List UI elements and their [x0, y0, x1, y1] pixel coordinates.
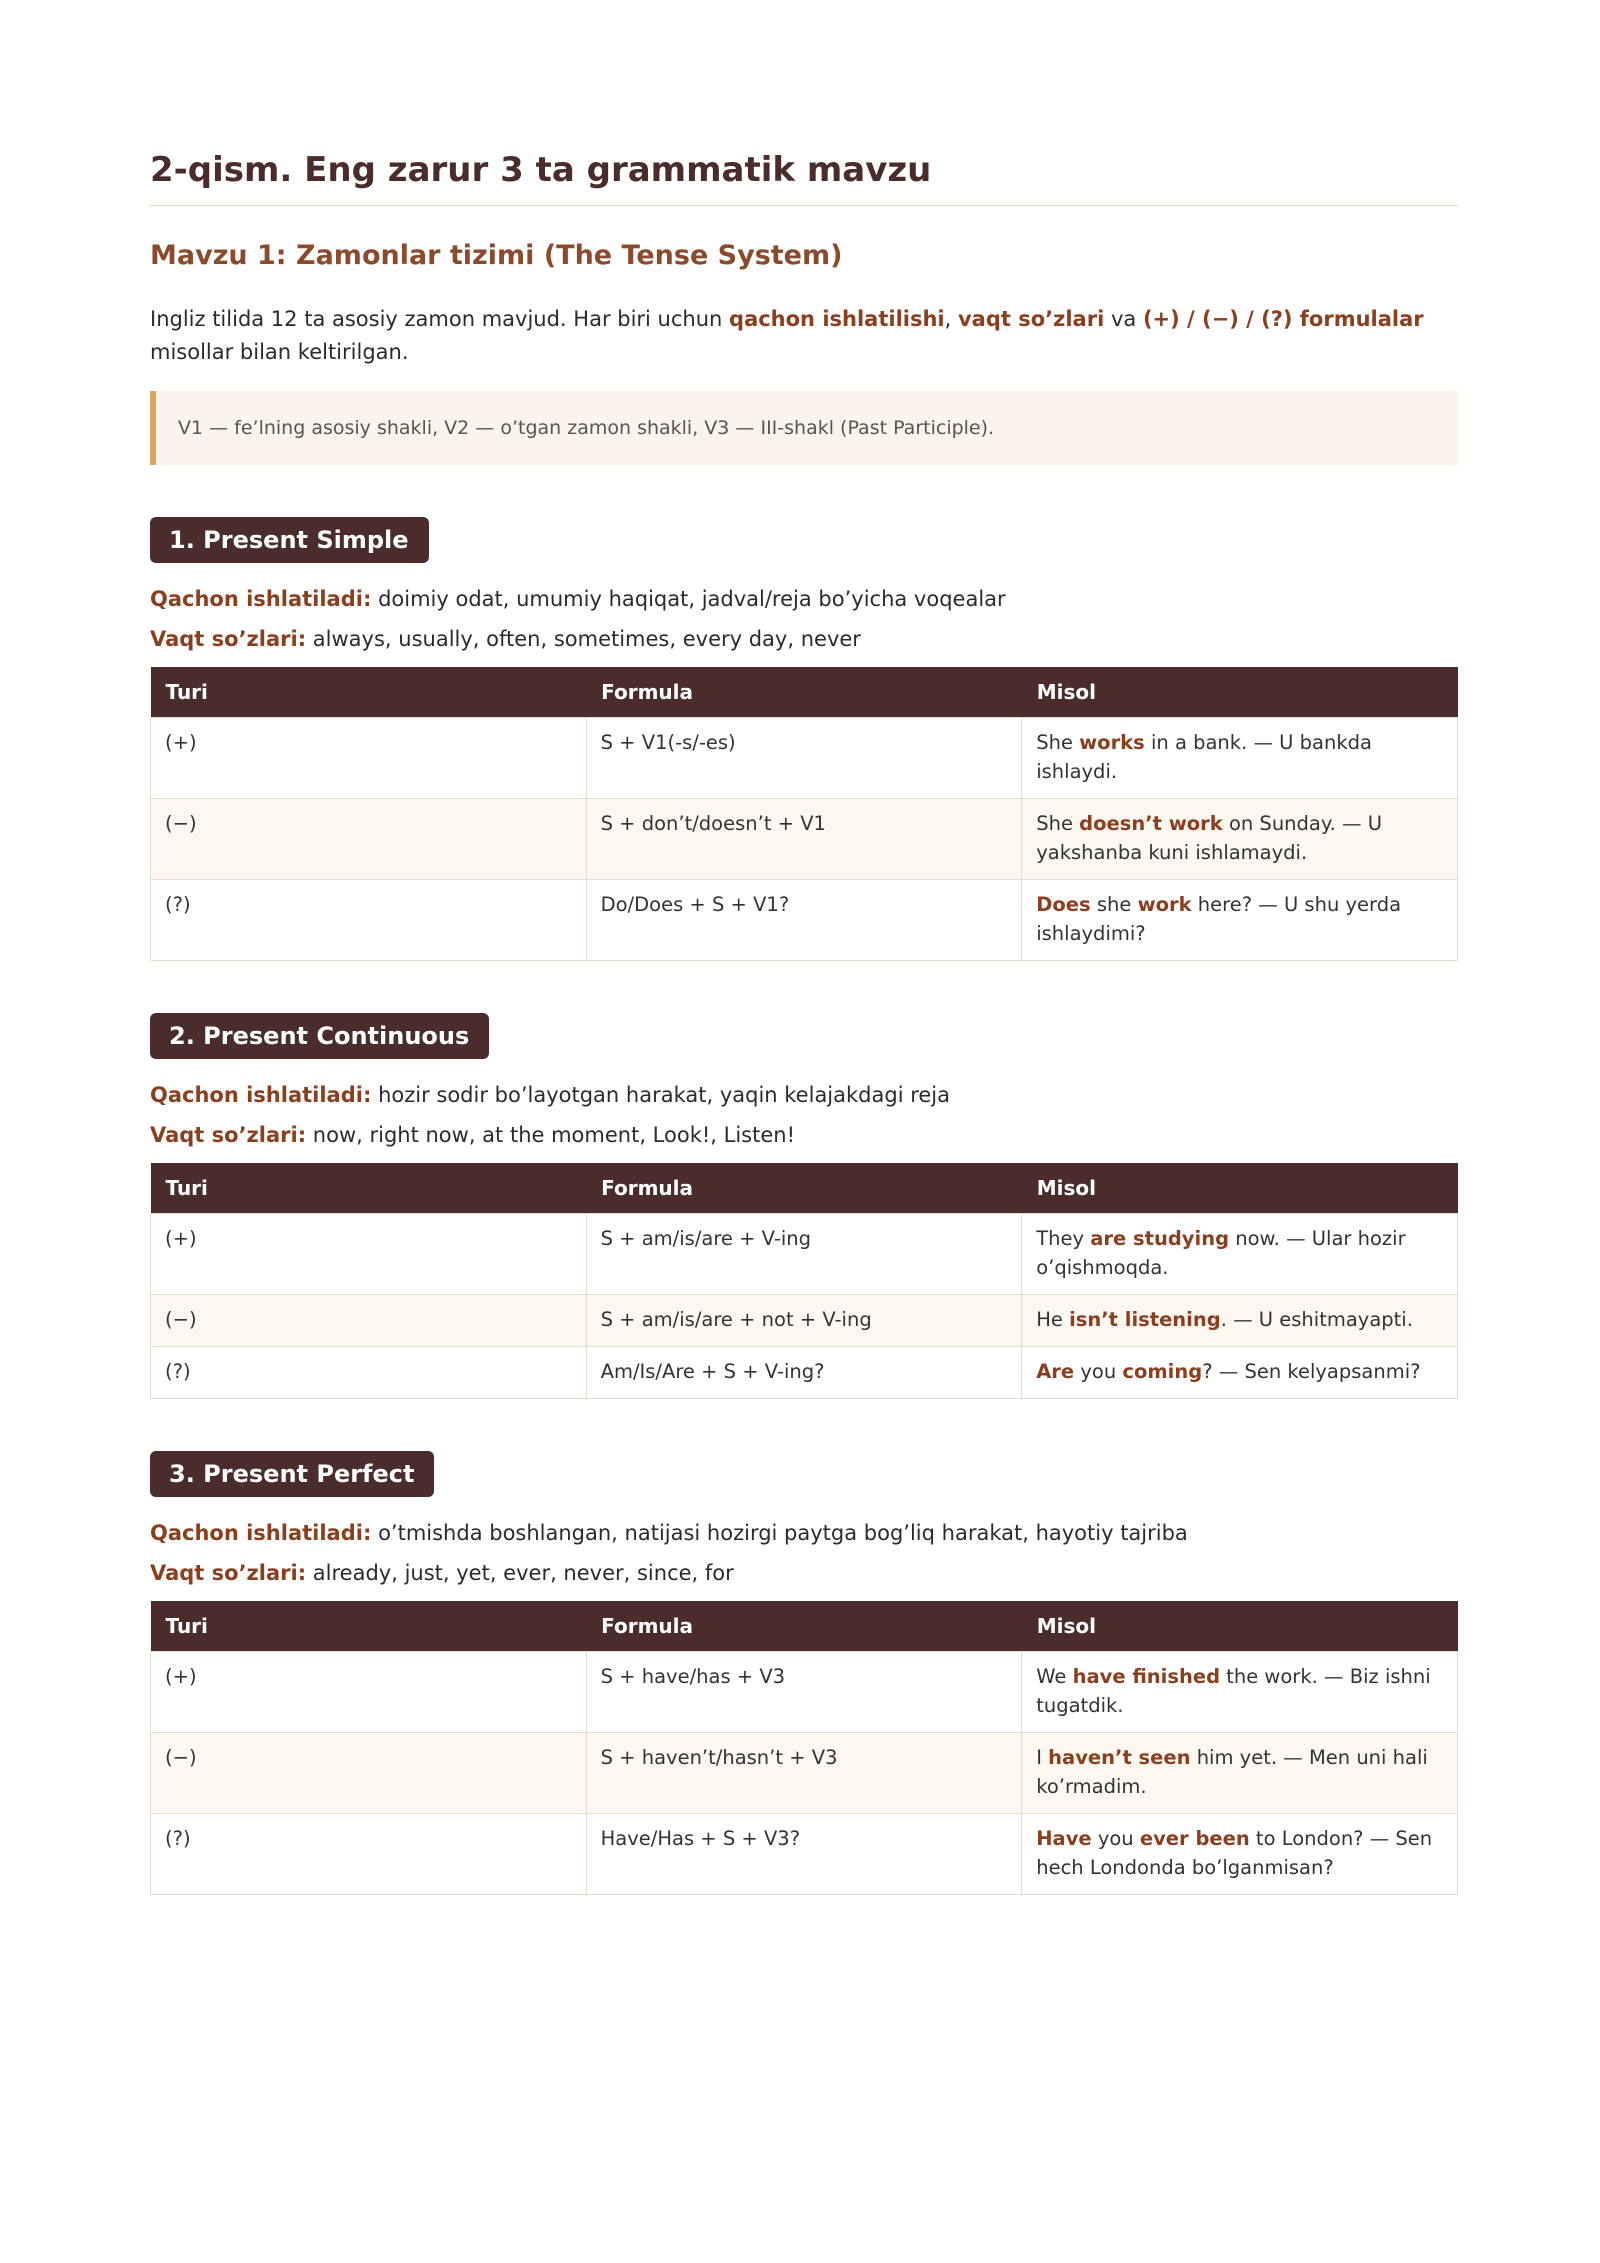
time-words-label: Vaqt so’zlari:	[150, 1122, 307, 1147]
intro-paragraph	[150, 303, 1458, 369]
example-highlight: coming	[1122, 1359, 1203, 1383]
example-cell	[1022, 1813, 1458, 1894]
formula-cell: S + am/is/are + not + V-ing	[586, 1294, 1022, 1346]
table-row	[151, 1213, 1458, 1294]
example-cell	[1022, 879, 1458, 960]
example-highlight: ever been	[1139, 1826, 1250, 1850]
example-cell	[1022, 1651, 1458, 1732]
formula-cell: Have/Has + S + V3?	[586, 1813, 1022, 1894]
formula-cell: S + V1(-s/-es)	[586, 717, 1022, 798]
usage-label: Qachon ishlatiladi:	[150, 1520, 372, 1545]
tense-section	[150, 1451, 1458, 1895]
time-words-text: already, just, yet, ever, never, since, for	[312, 1560, 734, 1585]
intro-highlight: qachon ishlatilishi	[729, 306, 945, 331]
example-text: she	[1090, 892, 1138, 916]
example-highlight: Does	[1036, 892, 1091, 916]
example-highlight: Have	[1036, 1826, 1092, 1850]
time-words-label: Vaqt so’zlari:	[150, 626, 307, 651]
example-text: He	[1036, 1307, 1070, 1331]
column-header: Misol	[1022, 667, 1458, 718]
formula-cell: Am/Is/Are + S + V-ing?	[586, 1346, 1022, 1398]
example-text: the work. — Biz ishni tugatdik.	[1036, 1664, 1431, 1717]
usage-text: o’tmishda boshlangan, natijasi hozirgi paytga bog’liq harakat, hayotiy tajriba	[378, 1520, 1188, 1545]
intro-highlight: vaqt so’zlari	[957, 306, 1105, 331]
note-text: V1 — fe’lning asosiy shakli, V2 — o’tgan zamon shakli, V3 — III-shakl (Past Participle).	[178, 416, 995, 439]
column-header: Misol	[1022, 1163, 1458, 1214]
example-text: She	[1036, 730, 1080, 754]
example-cell	[1022, 1213, 1458, 1294]
usage-line	[150, 1519, 1458, 1547]
table-row	[151, 1651, 1458, 1732]
note-box	[150, 391, 1458, 465]
formula-cell: S + have/has + V3	[586, 1651, 1022, 1732]
type-cell: (+)	[151, 1213, 587, 1294]
document-title: 2-qism. Eng zarur 3 ta grammatik mavzu	[150, 152, 1458, 206]
table-row	[151, 879, 1458, 960]
type-cell: (−)	[151, 798, 587, 879]
intro-highlight: (+) / (−) / (?) formulalar	[1142, 306, 1424, 331]
example-text: We	[1036, 1664, 1073, 1688]
example-highlight: haven’t seen	[1048, 1745, 1191, 1769]
usage-line	[150, 1081, 1458, 1109]
table-header-row	[151, 1163, 1458, 1214]
time-words-line	[150, 1559, 1458, 1587]
tense-heading-row	[150, 1013, 1458, 1059]
type-cell: (?)	[151, 1813, 587, 1894]
example-text: to London? — Sen hech Londonda bo’lganmisan?	[1036, 1826, 1433, 1879]
intro-text: misollar bilan keltirilgan.	[150, 339, 409, 364]
tense-sections	[150, 517, 1458, 1895]
tense-heading-row	[150, 517, 1458, 563]
tense-heading: 2. Present Continuous	[150, 1013, 489, 1059]
example-text: on Sunday. — U yakshanba kuni ishlamaydi.	[1036, 811, 1382, 864]
column-header: Formula	[586, 1163, 1022, 1214]
time-words-label: Vaqt so’zlari:	[150, 1560, 307, 1585]
type-cell: (+)	[151, 717, 587, 798]
example-text: here? — U shu yerda ishlaydimi?	[1036, 892, 1402, 945]
example-text: . — U eshitmayapti.	[1220, 1307, 1413, 1331]
column-header: Turi	[151, 667, 587, 718]
time-words-line	[150, 1121, 1458, 1149]
type-cell: (?)	[151, 1346, 587, 1398]
example-text: you	[1074, 1359, 1123, 1383]
time-words-text: now, right now, at the moment, Look!, Listen!	[312, 1122, 795, 1147]
formula-table	[150, 1601, 1458, 1895]
time-words-line	[150, 625, 1458, 653]
example-highlight: have finished	[1072, 1664, 1221, 1688]
example-highlight: works	[1079, 730, 1145, 754]
tense-section	[150, 517, 1458, 961]
usage-label: Qachon ishlatiladi:	[150, 586, 372, 611]
example-cell	[1022, 1294, 1458, 1346]
example-text: She	[1036, 811, 1080, 835]
document-content	[150, 152, 1458, 1895]
example-highlight: Are	[1036, 1359, 1075, 1383]
usage-line	[150, 585, 1458, 613]
example-text: They	[1036, 1226, 1091, 1250]
example-cell	[1022, 1732, 1458, 1813]
type-cell: (−)	[151, 1294, 587, 1346]
intro-text: Ingliz tilida 12 ta asosiy zamon mavjud. Har biri uchun	[150, 306, 730, 331]
time-words-text: always, usually, often, sometimes, every day, never	[312, 626, 861, 651]
example-text: ? — Sen kelyapsanmi?	[1202, 1359, 1421, 1383]
example-text: you	[1091, 1826, 1140, 1850]
intro-text: va	[1104, 306, 1143, 331]
table-header-row	[151, 1601, 1458, 1652]
formula-cell: S + don’t/doesn’t + V1	[586, 798, 1022, 879]
column-header: Formula	[586, 667, 1022, 718]
intro-text: ,	[944, 306, 958, 331]
example-cell	[1022, 1346, 1458, 1398]
type-cell: (+)	[151, 1651, 587, 1732]
example-text: I	[1036, 1745, 1049, 1769]
tense-section	[150, 1013, 1458, 1399]
table-row	[151, 717, 1458, 798]
table-row	[151, 798, 1458, 879]
formula-cell: Do/Does + S + V1?	[586, 879, 1022, 960]
example-text: him yet. — Men uni hali ko’rmadim.	[1036, 1745, 1428, 1798]
usage-text: doimiy odat, umumiy haqiqat, jadval/reja bo’yicha voqealar	[378, 586, 1006, 611]
table-row	[151, 1813, 1458, 1894]
table-header-row	[151, 667, 1458, 718]
formula-table	[150, 1163, 1458, 1399]
example-highlight: doesn’t work	[1079, 811, 1223, 835]
column-header: Turi	[151, 1601, 587, 1652]
tense-heading-row	[150, 1451, 1458, 1497]
example-highlight: work	[1137, 892, 1192, 916]
formula-cell: S + haven’t/hasn’t + V3	[586, 1732, 1022, 1813]
table-row	[151, 1732, 1458, 1813]
column-header: Turi	[151, 1163, 587, 1214]
example-text: in a bank. — U bankda ishlaydi.	[1036, 730, 1372, 783]
tense-heading: 3. Present Perfect	[150, 1451, 434, 1497]
example-cell	[1022, 798, 1458, 879]
column-header: Formula	[586, 1601, 1022, 1652]
formula-table	[150, 667, 1458, 961]
table-row	[151, 1346, 1458, 1398]
usage-label: Qachon ishlatiladi:	[150, 1082, 372, 1107]
tense-heading: 1. Present Simple	[150, 517, 429, 563]
example-cell	[1022, 717, 1458, 798]
example-text: now. — Ular hozir o’qishmoqda.	[1036, 1226, 1406, 1279]
type-cell: (?)	[151, 879, 587, 960]
topic-title: Mavzu 1: Zamonlar tizimi (The Tense System)	[150, 240, 843, 272]
type-cell: (−)	[151, 1732, 587, 1813]
example-highlight: are studying	[1090, 1226, 1230, 1250]
column-header: Misol	[1022, 1601, 1458, 1652]
usage-text: hozir sodir bo’layotgan harakat, yaqin kelajakdagi reja	[378, 1082, 951, 1107]
table-row	[151, 1294, 1458, 1346]
example-highlight: isn’t listening	[1069, 1307, 1221, 1331]
formula-cell: S + am/is/are + V-ing	[586, 1213, 1022, 1294]
